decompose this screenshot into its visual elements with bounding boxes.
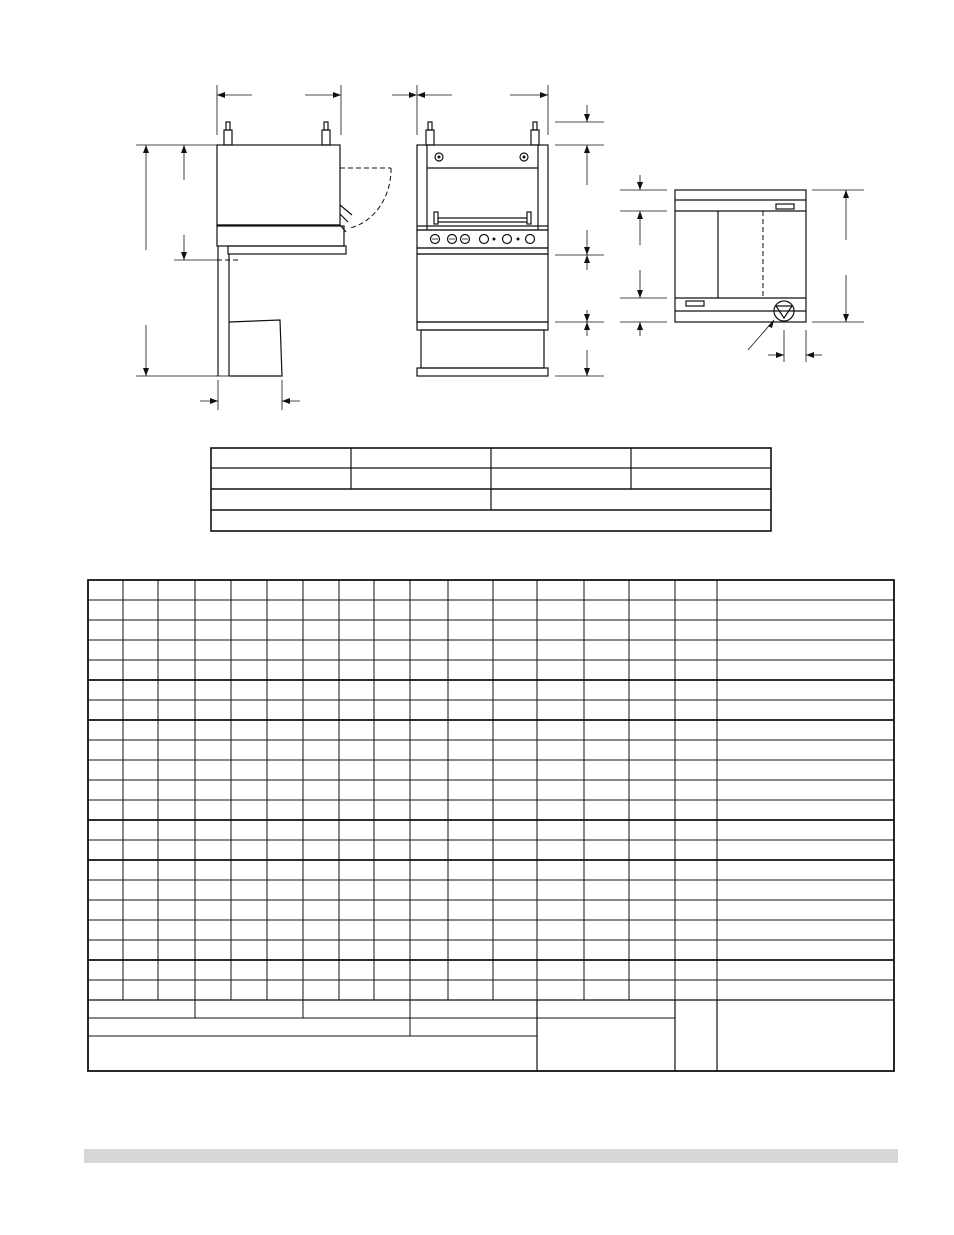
top-view-drawing xyxy=(620,175,864,362)
footer-bar xyxy=(84,1149,898,1163)
front-view-drawing xyxy=(392,85,604,376)
side-view-drawing xyxy=(136,85,391,410)
spec-table xyxy=(210,447,772,532)
data-grid-table xyxy=(87,579,895,1072)
technical-drawings xyxy=(0,0,954,420)
grid-border xyxy=(88,580,894,1071)
